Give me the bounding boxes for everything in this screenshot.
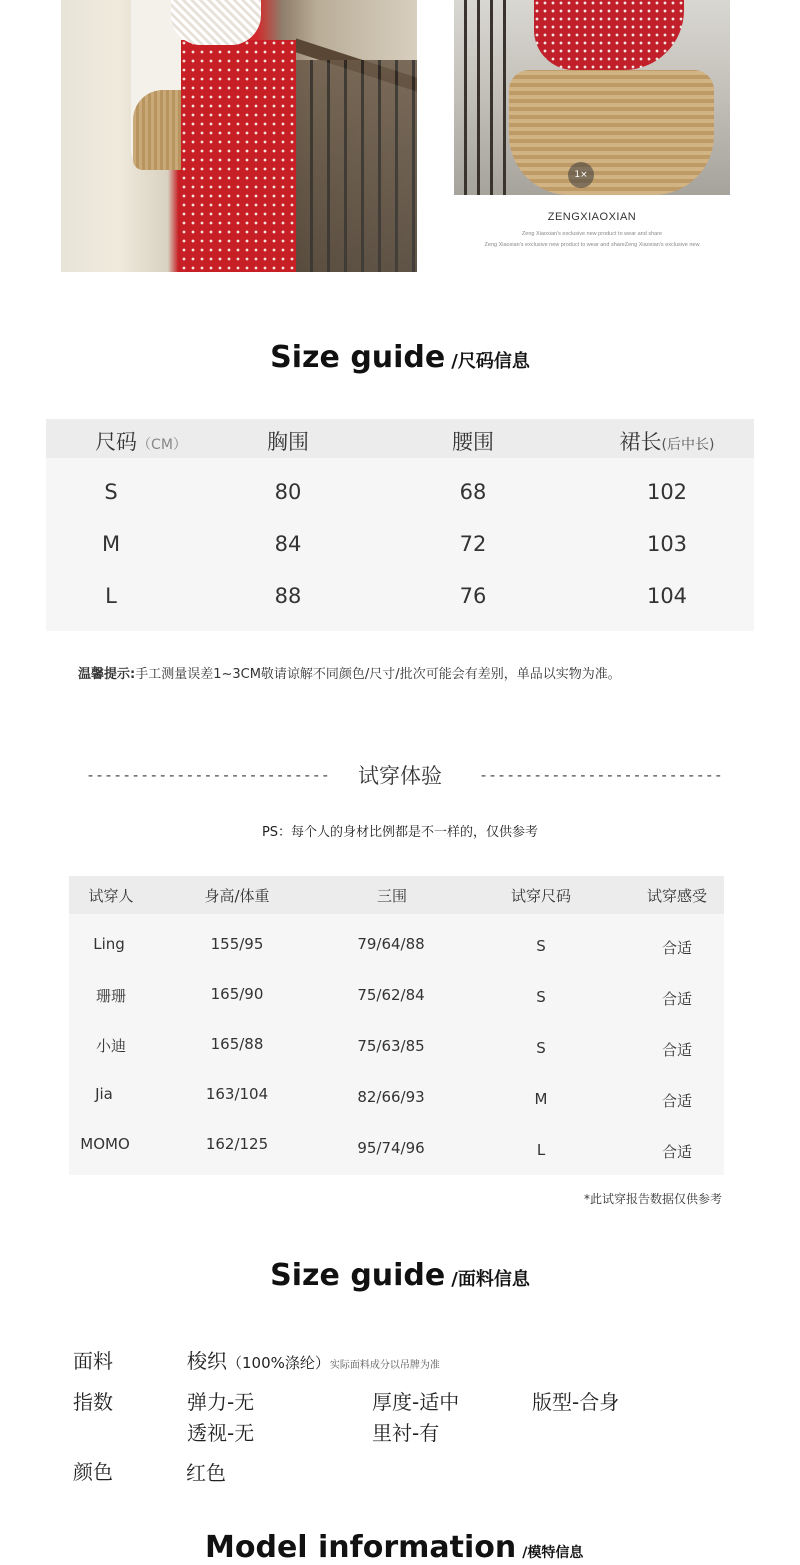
- row-m-length: 103: [646, 532, 688, 556]
- notice-label: 温馨提示:: [78, 667, 136, 682]
- header-fit-feeling: 试穿感受: [646, 887, 707, 905]
- color-value: 红色: [186, 1461, 226, 1485]
- brand-subtitle-1: Zeng Xiaoxian's exclusive new product to wear and share: [521, 231, 663, 237]
- tester-feeling: 合适: [661, 1143, 692, 1161]
- tester-measurements: 95/74/96: [357, 1139, 425, 1157]
- photo-iron-railing: [454, 0, 514, 195]
- tester-measurements: 79/64/88: [357, 935, 425, 953]
- row-m-bust: 84: [274, 532, 302, 556]
- header-tried-size: 试穿尺码: [510, 887, 571, 905]
- photo-iron-railing: [296, 60, 417, 272]
- fabric-guide-title: Size guide: [270, 1258, 446, 1293]
- size-guide-heading: [0, 340, 800, 375]
- header-measurements: 三围: [376, 887, 407, 905]
- photo-straw-basket: [509, 70, 714, 195]
- header-tester: 试穿人: [88, 887, 134, 905]
- tester-name: MOMO: [80, 1135, 130, 1153]
- try-on-table-header: [69, 876, 724, 914]
- sheer-index: 透视-无: [187, 1421, 255, 1445]
- row-s-size: S: [104, 480, 118, 504]
- tester-feeling: 合适: [661, 990, 692, 1008]
- tester-feeling: 合适: [661, 1092, 692, 1110]
- fabric-value: 梭织（100%涤纶）实际面料成分以吊牌为准: [187, 1349, 440, 1373]
- tester-name: 小迪: [95, 1037, 126, 1055]
- tester-size: M: [534, 1090, 548, 1108]
- model-info-subtitle: /模特信息: [522, 1545, 584, 1561]
- row-l-length: 104: [646, 584, 688, 608]
- header-height-weight: 身高/体重: [204, 887, 270, 905]
- product-photo-detail[interactable]: [454, 0, 730, 195]
- try-on-footnote: *此试穿报告数据仅供参考: [583, 1192, 722, 1206]
- tester-height-weight: 162/125: [205, 1135, 269, 1153]
- row-s-waist: 68: [459, 480, 487, 504]
- tester-height-weight: 163/104: [205, 1085, 269, 1103]
- fabric-label: 面料: [73, 1349, 113, 1373]
- tester-name: 珊珊: [95, 987, 126, 1005]
- brand-title: ZENGXIAOXIAN: [547, 211, 637, 223]
- tester-name: Ling: [93, 935, 125, 953]
- divider-left: ---------------------------: [86, 766, 330, 784]
- size-table: [46, 419, 754, 631]
- fabric-guide-heading: [0, 1258, 800, 1293]
- size-table-header: [46, 419, 754, 458]
- model-info-heading: [205, 1530, 583, 1565]
- photo-red-floral-dress: [181, 40, 296, 272]
- color-label: 颜色: [73, 1460, 113, 1484]
- zoom-badge[interactable]: 1×: [568, 162, 594, 188]
- tester-feeling: 合适: [661, 1041, 692, 1059]
- fit-index: 版型-合身: [532, 1390, 620, 1414]
- tester-height-weight: 165/90: [210, 985, 264, 1003]
- row-s-bust: 80: [274, 480, 302, 504]
- notice-text: 手工测量误差1~3CM敬请谅解不同颜色/尺寸/批次可能会有差别，单品以实物为准。: [135, 667, 621, 682]
- lining-index: 里衬-有: [372, 1421, 440, 1445]
- fabric-guide-subtitle: /面料信息: [451, 1269, 530, 1290]
- tester-measurements: 82/66/93: [357, 1088, 425, 1106]
- tester-size: S: [536, 1039, 546, 1057]
- tester-name: Jia: [95, 1085, 113, 1103]
- row-l-size: L: [105, 584, 117, 608]
- thickness-index: 厚度-适中: [372, 1390, 460, 1414]
- row-m-waist: 72: [459, 532, 487, 556]
- tester-height-weight: 165/88: [210, 1035, 264, 1053]
- header-waist: 腰围: [452, 430, 494, 454]
- tester-measurements: 75/63/85: [357, 1037, 425, 1055]
- header-bust: 胸围: [267, 430, 309, 454]
- size-guide-subtitle: /尺码信息: [451, 351, 530, 372]
- photo-lace-collar: [171, 0, 261, 45]
- try-on-title: 试穿体验: [358, 764, 442, 788]
- model-info-title: Model information: [205, 1530, 517, 1565]
- tester-size: S: [536, 937, 546, 955]
- row-m-size: M: [101, 532, 121, 556]
- tester-measurements: 75/62/84: [357, 986, 425, 1004]
- tester-size: L: [536, 1141, 546, 1159]
- size-guide-title: Size guide: [270, 340, 446, 375]
- product-photo-model[interactable]: [61, 0, 417, 272]
- try-on-ps-note: PS：每个人的身材比例都是不一样的，仅供参考: [261, 825, 539, 840]
- photo-red-floral-fabric: [534, 0, 684, 70]
- tester-height-weight: 155/95: [210, 935, 264, 953]
- index-label: 指数: [73, 1390, 113, 1414]
- size-notice: [78, 663, 621, 682]
- header-length: 裙长(后中长): [619, 430, 715, 454]
- row-s-length: 102: [646, 480, 688, 504]
- try-on-table: [69, 876, 724, 1175]
- divider-right: ---------------------------: [479, 766, 723, 784]
- brand-subtitle-2: Zeng Xiaoxian's exclusive new product to wear and shareZeng Xiaoxian's exclusive new: [484, 242, 700, 248]
- header-size: 尺码（CM）: [95, 430, 187, 454]
- tester-size: S: [536, 988, 546, 1006]
- tester-feeling: 合适: [661, 939, 692, 957]
- row-l-bust: 88: [274, 584, 302, 608]
- stretch-index: 弹力-无: [187, 1390, 255, 1414]
- row-l-waist: 76: [459, 584, 487, 608]
